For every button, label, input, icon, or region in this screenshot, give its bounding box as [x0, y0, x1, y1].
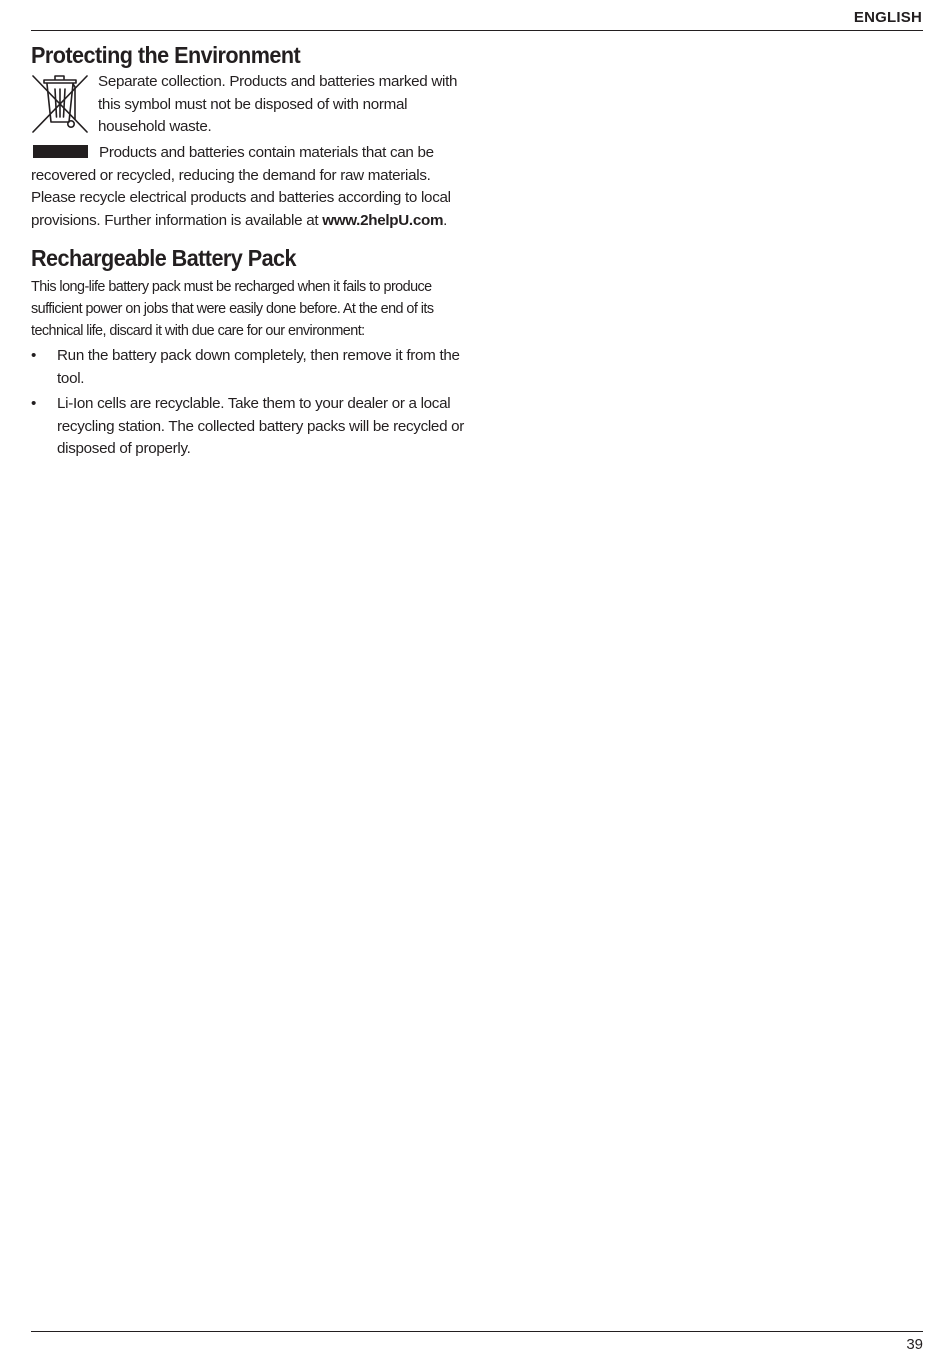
- battery-intro: This long-life battery pack must be recharged when it fails to produce sufficient power on jobs that were easily done before. At the end of its technical life, discard it with due care for our environment:: [31, 279, 434, 339]
- environment-heading: Protecting the Environment: [31, 42, 301, 68]
- recycle-text-end: .: [443, 211, 448, 229]
- separate-collection-text: Separate collection. Products and batteries marked with this symbol must not be disposed of with normal household waste.: [98, 73, 458, 135]
- battery-heading: Rechargeable Battery Pack: [31, 245, 297, 271]
- recycle-text: Products and batteries contain materials that can be recovered or recycled, reducing the demand for raw materials. Please recycle electrical products and batteries according to local provisions. Further information is available at: [31, 144, 451, 229]
- bullet-marker: •: [31, 347, 37, 364]
- footer-rule: [31, 1331, 923, 1332]
- battery-section: [31, 242, 471, 461]
- list-item: [31, 345, 471, 390]
- content-column: [31, 39, 471, 464]
- crossed-out-wheeled-bin-icon: [31, 73, 89, 135]
- separation-bar: [33, 145, 88, 158]
- bullet-text: Run the battery pack down completely, then remove it from the tool.: [57, 347, 460, 387]
- bullet-text: Li-Ion cells are recyclable. Take them to your dealer or a local recycling station. The collected battery packs will be recycled or disposed of properly.: [57, 395, 465, 457]
- bullet-marker: •: [31, 395, 37, 412]
- recycle-paragraph: [31, 142, 471, 232]
- weee-block: [31, 71, 471, 139]
- header-rule: [31, 30, 923, 31]
- environment-section: [31, 39, 471, 232]
- language-label: ENGLISH: [853, 9, 922, 26]
- page-number: 39: [906, 1336, 923, 1353]
- help-url-link[interactable]: www.2helpU.com: [322, 211, 444, 229]
- battery-bullet-list: [31, 345, 471, 461]
- list-item: [31, 393, 471, 461]
